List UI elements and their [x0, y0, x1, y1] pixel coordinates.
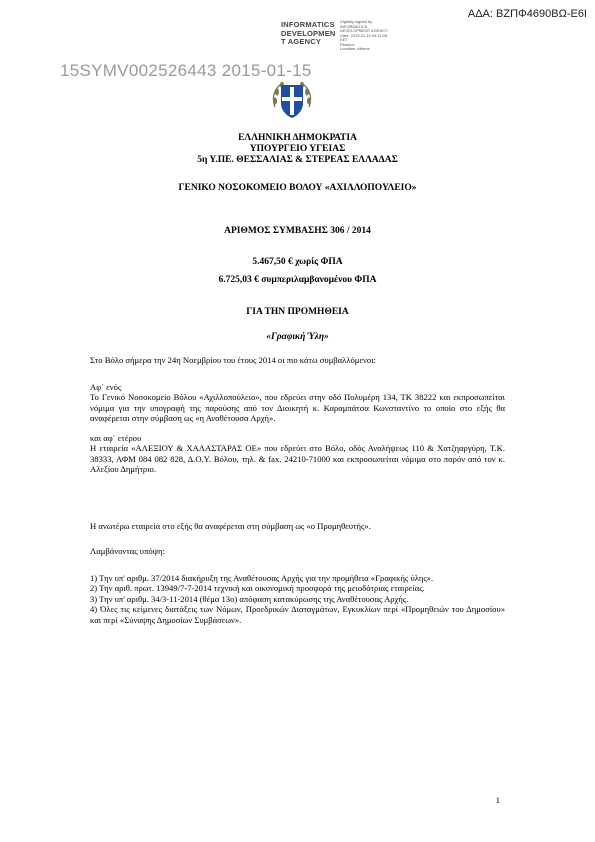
- signature-line: Digitally signed by: [340, 19, 373, 24]
- party-two-label: και αφ΄ ετέρου: [90, 433, 142, 443]
- party-two-text: Η εταιρεία «ΑΛΕΞΙΟΥ & ΧΑΛΑΣΤΑΡΑΣ ΟΕ» που εδρεύει στο Βόλο, οδός Αναλήψεως 110 & Χατζηαργύρη, Τ.Κ. 38333, ΑΦΜ 084 082 828, Δ.Ο.Υ. Βόλου, τηλ. & fax. 24210-71000 και εκπροσωπείται νόμιμα στο παρόν από τον κ. Αλεξίου Δημήτριο.: [90, 443, 505, 475]
- supplier-note: Η ανωτέρω εταιρεία στο εξής θα αναφέρεται στη σύμβαση ως «ο Προμηθευτής».: [90, 521, 371, 531]
- protocol-number: 15SYMV002526443 2015-01-15: [60, 61, 312, 80]
- party-one-block: [90, 382, 505, 424]
- signature-line: INFORMATICS: [340, 23, 368, 29]
- party-one-label: Αφ΄ ενός: [90, 382, 122, 392]
- amount-with-vat: 6.725,03 € συμπεριλαμβανομένου ΦΠΑ: [218, 275, 377, 285]
- subject-heading: ΓΙΑ ΤΗΝ ΠΡΟΜΗΘΕΙΑ: [246, 307, 349, 317]
- subject-title: «Γραφική Ύλη»: [266, 332, 329, 342]
- signature-line: Location: Athens: [340, 46, 370, 51]
- title-line-republic: ΕΛΛΗΝΙΚΗ ΔΗΜΟΚΡΑΤΙΑ: [238, 133, 357, 143]
- agency-line: DEVELOPMEN: [281, 28, 336, 38]
- ada-code: ΑΔΑ: ΒΖΠΦ4690ΒΩ-Ε6Ι: [467, 8, 587, 20]
- agency-line: INFORMATICS: [281, 20, 335, 29]
- signature-line: Date: 2015.01.15 09:11:08: [340, 32, 388, 38]
- list-item: 1) Την υπ' αριθμ. 37/2014 διακήρυξη της Αναθέτουσας Αρχής για την προμήθεια «Γραφικής ύλης».: [90, 573, 434, 583]
- agency-line: T AGENCY: [281, 37, 322, 46]
- title-line-ministry: ΥΠΟΥΡΓΕΙΟ ΥΓΕΙΑΣ: [249, 144, 346, 154]
- digital-signature: [340, 20, 410, 52]
- contract-number: ΑΡΙΘΜΟΣ ΣΥΜΒΑΣΗΣ 306 / 2014: [224, 226, 371, 236]
- party-one-text: Το Γενικό Νοσοκομείο Βόλου «Αχιλλοπούλειο», που εδρεύει στην οδό Πολυμέρη 134, ΤΚ 38222 και εκπροσωπείται νόμιμα για την υπογραφή της παρούσης από τον Διοικητή κ. Καραμπάτσα Κωνσταντίνο το οποίο στο εξής θα αναφέρεται στην σύμβαση ως «η Αναθέτουσα Αρχή».: [90, 392, 505, 424]
- list-item: 4) Όλες τις κείμενες διατάξεις των Νόμων, Προεδρικών Διαταγμάτων, Εγκυκλίων περί «Προμηθειών του Δημοσίου» και περί «Σύναψης Δημοσίων Συμβάσεων».: [90, 604, 505, 625]
- title-block: [0, 133, 595, 166]
- agency-stamp: [281, 20, 336, 47]
- signature-line: EET: [340, 37, 348, 42]
- intro-paragraph: Στο Βόλο σήμερα την 24η Νοεμβρίου του έτους 2014 οι πιο κάτω συμβαλλόμενοι:: [90, 355, 376, 365]
- page-number: 1: [495, 795, 500, 805]
- list-item: 2) Την αριθ. πρωτ. 13949/7-7-2014 τεχνική και οικονομική προσφορά της μειοδότριας εταιρείας.: [90, 583, 425, 594]
- considering-label: Λαμβάνοντας υπόψη:: [90, 546, 165, 556]
- signature-line: Reason:: [340, 41, 355, 47]
- considerations-list: [90, 573, 505, 625]
- hospital-name: ΓΕΝΙΚΟ ΝΟΣΟΚΟΜΕΙΟ ΒΟΛΟΥ «ΑΧΙΛΛΟΠΟΥΛΕΙΟ»: [178, 183, 417, 193]
- signature-line: DEVELOPMENT AGENCY: [340, 28, 388, 33]
- party-two-block: [90, 433, 505, 475]
- greek-emblem-icon: [269, 77, 315, 123]
- list-item: 3) Την υπ' αριθμ. 34/3-11-2014 (θέμα 13ο) απόφαση κατακύρωσης της Αναθέτουσας Αρχής.: [90, 593, 409, 604]
- amount-without-vat: 5.467,50 € χωρίς ΦΠΑ: [252, 257, 343, 267]
- title-line-region: 5η Υ.ΠΕ. ΘΕΣΣΑΛΙΑΣ & ΣΤΕΡΕΑΣ ΕΛΛΑΔΑΣ: [197, 155, 398, 165]
